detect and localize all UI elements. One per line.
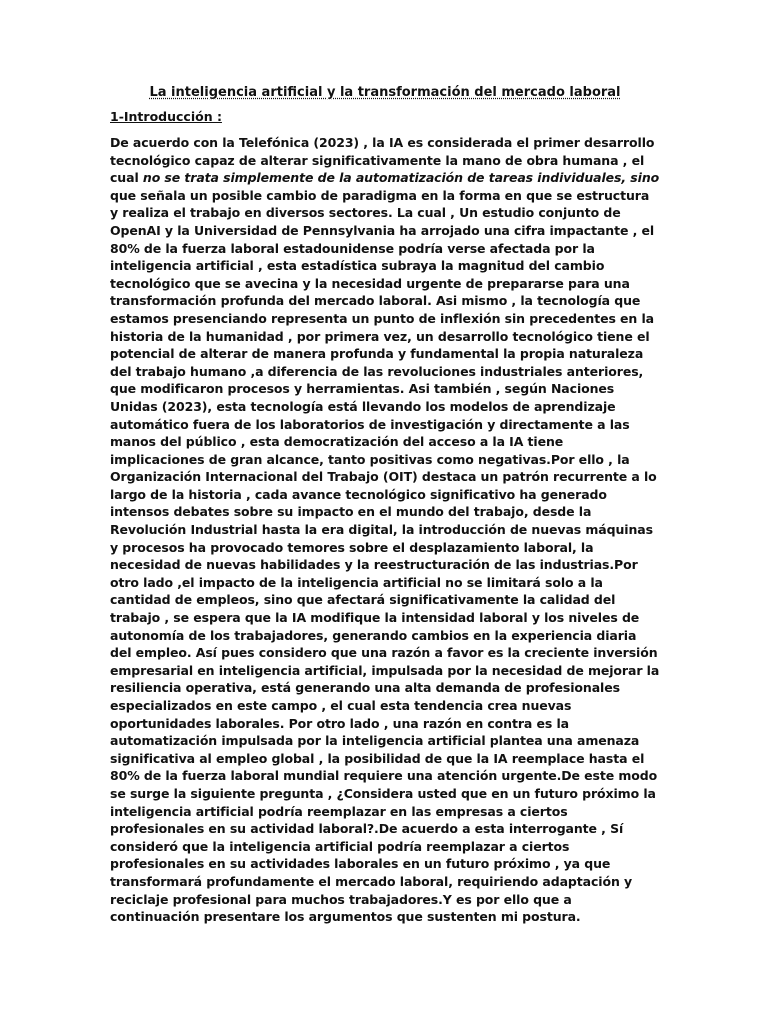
paragraph-text-start: De acuerdo con la Telefónica (2023) , la IA es considerada el primer desarrollo tecnológico capaz de alterar significativamente la mano de obra humana , el cual — [110, 135, 655, 186]
paragraph-text-rest: que señala un posible cambio de paradigma en la forma en que se estructura y realiza el trabajo en diversos sectores. La cual , Un estudio conjunto de OpenAI y la Universidad de Pennsylvania ha arrojado una cifra impactante , el 80% de la fuerza laboral estadounidense podría verse afectada por la inteligencia artificial , esta estadística subraya la magnitud del cambio tecnológico que se avecina y la necesidad urgente de prepararse para una transformación profunda del mercado laboral. Asi mismo , la tecnología que estamos presenciando representa un punto de inflexión sin precedentes en la historia de la humanidad , por primera vez, un desarrollo tecnológico tiene el potencial de alterar de manera profunda y fundamental la propia naturaleza del trabajo humano ,a diferencia de las revoluciones industriales anteriores, que modificaron procesos y herramientas. Asi también , según Naciones Unidas (2023), esta tecnología está llevando los modelos de aprendizaje automático fuera de los laboratorios de investigación y directamente a las manos del público , esta democratización del acceso a la IA tiene implicaciones de gran alcance, tanto positivas como negativas.Por ello , la Organización Internacional del Trabajo (OIT) destaca un patrón recurrente a lo largo de la historia , cada avance tecnológico significativo ha generado intensos debates sobre su impacto en el mundo del trabajo, desde la Revolución Industrial hasta la era digital, la introducción de nuevas máquinas y procesos ha provocado temores sobre el desplazamiento laboral, la necesidad de nuevas habilidades y la reestructuración de las industrias.Por otro lado ,el impacto de la inteligencia artificial no se limitará solo a la cantidad de empleos, sino que afectará significativamente la calidad del trabajo , se espera que la IA modifique la intensidad laboral y los niveles de autonomía de los trabajadores, generando cambios en la experiencia diaria del empleo. Así pues considero que una razón a favor es la creciente inversión empresarial en inteligencia artificial, impulsada por la necesidad de mejorar la resiliencia operativa, está generando una alta demanda de profesionales especializados en este campo , el cual esta tendencia crea nuevas oportunidades laborales. Por otro lado , una razón en contra es la automatización impulsada por la inteligencia artificial plantea una amenaza significativa al empleo global , la posibilidad de que la IA reemplace hasta el 80% de la fuerza laboral mundial requiere una atención urgente.De este modo se surge la siguiente pregunta , ¿Considera usted que en un futuro próximo la inteligencia artificial podría reemplazar en las empresas a ciertos profesionales en su actividad laboral?.De acuerdo a esta interrogante , Sí consideró que la inteligencia artificial podría reemplazar a ciertos profesionales en su actividades laborales en un futuro próximo , ya que transformará profundamente el mercado laboral, requiriendo adaptación y reciclaje profesional para muchos trabajadores.Y es por ello que a continuación presentare los argumentos que sustenten mi postura. — [110, 187, 660, 925]
body-paragraph — [110, 134, 660, 926]
section-heading: 1-Introducción : — [110, 109, 222, 124]
document-title: La inteligencia artificial y la transformación del mercado laboral — [149, 85, 621, 100]
document-page — [110, 84, 660, 926]
paragraph-italic-text: no se trata simplemente de la automatización de tareas individuales, sino — [142, 170, 660, 186]
